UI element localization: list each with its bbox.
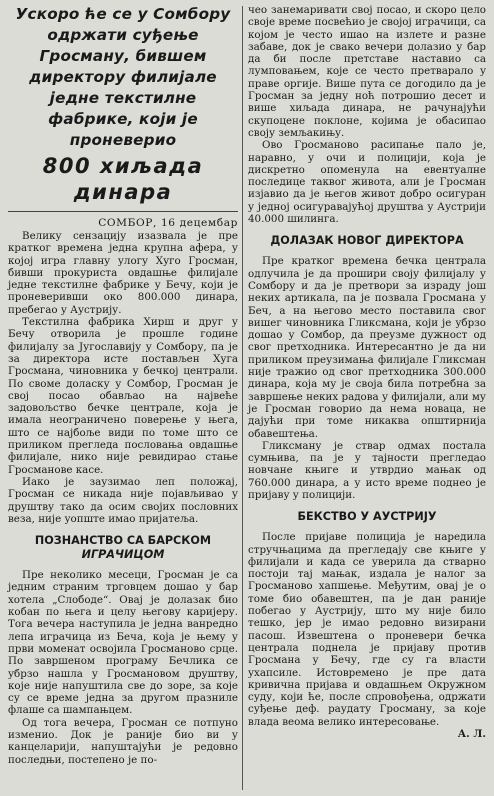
article-paragraph: Гликсману је ствар одмах постала сумњива, па је у тајности прегледао новчане књиге и утврдио мањак од 760.000 динара, а у исто време поднео је пријаву у полицији. <box>248 439 486 501</box>
article-paragraph: Од тога вечера, Гросман се потпуно изменио. Док је раније био ви у канцеларији, напуштајући је редовно последњи, постепено је по- <box>8 716 238 766</box>
column-divider <box>242 6 243 790</box>
article-paragraph: Пре неколико месеци, Гросман је са једним страним трговцем дошао у бар хотела „Слободе“. Овај је долазак био кобан по њега и целу његову каријеру. Тога вечера наступила је једна ванредно лепа играчица из Беча, која је њему у први моменат освојила Гросманово срце. По завршеном програму Бечлика се убрзо нашла у Гросмановом друштву, које није напуштила све до зоре, за које су се време једна за другом празниле флаше са шампањцем. <box>8 569 238 717</box>
article-paragraph: Велику сензацију изазвала је пре кратког времена једна крупна афера, у којој игра главну улогу Хуго Гросман, бивши прокуриста овдашње филијале једне текстилне фабрике у Бечу, који је проневеривши око 800.000 динара, пребегао у Аустрију. <box>8 230 238 316</box>
dateline: СОМБОР, 16 децембар <box>98 217 238 229</box>
author-signature: А. Л. <box>457 728 486 741</box>
article-paragraph: Ово Гросманово расипање пало је, наравно, у очи и полицији, која је дискретно опоменула на евентуалне последице таквог живота, али је Гросман изјавио да је његов живот добро осигуран у једној осигуравајућој друштва у Аустрији 40.000 шилинга. <box>248 139 486 226</box>
headline-rule <box>8 211 238 212</box>
article-paragraph: чео занемаривати свој посао, и скоро цело своје време посвећио је својој играчици, са којом је често ишао на излете и разне забаве, док је свако вечери долазио у бар да би после претставе наставио са лумповањем, које се често претварало у праве оргије. Више пута се догодило да је Гросман за једну ноћ потрошио десет и више хиљада динара, не рачунајући скупоцене поклоне, којима је обасипао своју земљакињу. <box>248 4 486 139</box>
article-paragraph: Текстилна фабрика Хирш и друг у Бечу отворила је прошле године филијалу за Југославију у Сомбору, па је за директора исте постављен Хуга Гросмана, чиновника у бечкој централи. По своме доласку у Сомбор, Гросман је свој посао обављао на највеће задовољство бечке централе, која је имала неограничено поверење у њега, што се најбоље види по томе што се приликом прегледа пословања овдашње филијале, нико није ревидирао стање Гросманове касе. <box>8 316 238 476</box>
article-paragraph: Иако је заузимао леп положај, Гросман се никада није појављивао у друштву тако да осим својих пословних веза, није уопште имао пријатеља. <box>8 475 238 525</box>
section-title-new-director: ДОЛАЗАК НОВОГ ДИРЕКТОРА <box>270 234 464 248</box>
section-title-line: ИГРАЧИЦОМ <box>81 548 165 562</box>
article-paragraph: Пре кратког времена бечка централа одлучила је да прошири своју филијалу у Сомбору и да је претвори за израду још неких артикала, па је позвала Гросмана у Беч, а на његово место поставила свог вишег чиновника Гликсмана, који је убрзо дошао у Сомбор, да преузме дужност од свог претходника. Интересантно је да ни приликом преузимања филијале Гликсман није тражио од свог претходника 300.000 динара, која му је своја била потребна за завршење неких радова у филијали, али му је Гросман говорио да нема новаца, не дајући при томе никаква општирнија обавештења. <box>248 255 486 440</box>
section-title-escape: БЕКСТВО У АУСТРИЈУ <box>297 510 437 524</box>
headline: Ускоро ће се у Сомбору одржати суђење Гросману, бившем директору филијале једне текстилне фабрике, који је проневерио <box>15 5 231 149</box>
left-column <box>8 4 238 792</box>
article-paragraph: После пријаве полиција је наредила стручњацима да прегледају све књиге у филијали и када се уверила да стварно постоји тај мањак, издала је налог за Гросманово хапшење. Међутим, овај је о томе био обавештен, па је дан раније побегао у Аустрију, што му није било тешко, јер је имао редовно визирани пасош. Извештена о проневери бечка централа поднела је пријаву против Гросмана у Бечу, где су га власти ухапсиле. Истовремено је пре дата кривична пријава и овдашњем Окружном суду, који ће, после спровођења, одржати суђење деф. раудату Гросману, за које влада веома велико интересовање. <box>248 531 486 728</box>
section-title-line: ПОЗНАНСТВО СА БАРСКОМ <box>34 534 212 548</box>
headline-amount: 800 хиљада динара <box>42 154 204 204</box>
section-title-acquaintance <box>8 534 238 562</box>
right-column <box>248 4 486 792</box>
